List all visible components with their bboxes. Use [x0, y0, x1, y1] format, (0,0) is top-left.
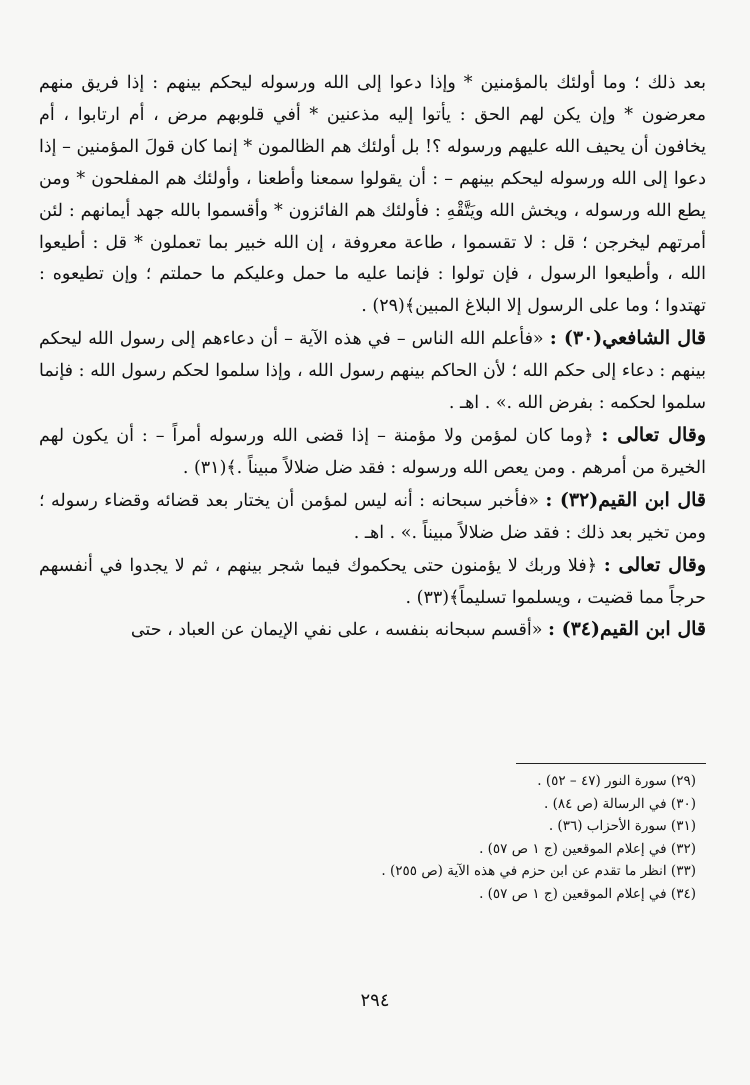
page-number: ٢٩٤: [360, 990, 390, 1011]
quote-heading: وقال تعالى :: [603, 553, 706, 576]
quote-body: «فأعلم الله الناس – في هذه الآية – أن دعاءهم إلى رسول الله ليحكم بينهم : دعاء إلى حكم الله ؛ لأن الحاكم بينهم رسول الله ، وإذا سلموا لحكم رسول الله : فإنما سلموا لحكمه : بفرض الله .» . اهـ .: [39, 329, 706, 414]
quote-heading: وقال تعالى :: [601, 423, 706, 446]
paragraph-quran-quote-3: [39, 550, 706, 615]
quote-body: «أقسم سبحانه بنفسه ، على نفي الإيمان عن العباد ، حتى: [130, 620, 548, 641]
quote-body: ﴿وما كان لمؤمن ولا مؤمنة – إذا قضى الله ورسوله أمراً – : أن يكون لهم الخيرة من أمرهم . ومن يعص الله ورسوله : فقد ضل ضلالاً مبيناً .﴾(٣١) .: [39, 425, 706, 478]
footnote: (٣١) سورة الأحزاب (٣٦) .: [548, 818, 696, 834]
quote-heading: قال ابن القيم(٣٢) :: [545, 488, 706, 511]
footnote: (٣٢) في إعلام الموقعين (ج ١ ص ٥٧) .: [479, 840, 696, 857]
footnote: (٢٩) سورة النور (٤٧ – ٥٢) .: [537, 773, 696, 789]
footnote-separator: [516, 763, 706, 764]
quote-body: ﴿فلا وربك لا يؤمنون حتى يحكموك فيما شجر بينهم ، ثم لا يجدوا في أنفسهم حرجاً مما قضيت ، ويسلموا تسليماً﴾(٣٣) .: [39, 555, 706, 608]
paragraph-quran-quote-2: [39, 420, 706, 485]
quote-body: «فأخبر سبحانه : أنه ليس لمؤمن أن يختار بعد قضائه وقضاء رسوله ؛ ومن تخير بعد ذلك : فقد ضل ضلالاً مبيناً .» . اهـ .: [39, 490, 706, 543]
paragraph-ibn-qayyim-1: [39, 485, 706, 550]
paragraph-shafii: [39, 323, 706, 420]
footnote: (٣٣) انظر ما تقدم عن ابن حزم في هذه الآية (ص ٢٥٥) .: [381, 863, 696, 879]
main-text: [39, 68, 706, 647]
footnote: (٣٠) في الرسالة (ص ٨٤) .: [544, 795, 696, 812]
footnotes: [76, 770, 696, 905]
paragraph-quran-quote-1: بعد ذلك ؛ وما أولئك بالمؤمنين * وإذا دعوا إلى الله ورسوله ليحكم بينهم : إذا فريق منهم معرضون * وإن يكن لهم الحق : يأتوا إليه مذعنين * أفي قلوبهم مرض ، أم ارتابوا ، أم يخافون أن يحيف الله عليهم ورسوله ؟! بل أولئك هم الظالمون * إنما كان قولَ المؤمنين – إذا دعوا إلى الله ورسوله ليحكم بينهم – : أن يقولوا سمعنا وأطعنا ، وأولئك هم المفلحون * ومن يطع الله ورسوله ، ويخش الله ويَتَّقْهِ : فأولئك هم الفائزون * وأقسموا بالله جهد أيمانهم : لئن أمرتهم ليخرجن ؛ قل : لا تقسموا ، طاعة معروفة ، إن الله خبير بما تعملون * قل : أطيعوا الله ، وأطيعوا الرسول ، فإن تولوا : فإنما عليه ما حمل وعليكم ما حملتم ؛ وإن تطيعوه : تهتدوا ؛ وما على الرسول إلا البلاغ المبين﴾(٢٩) .: [39, 73, 706, 317]
quote-heading: قال ابن القيم(٣٤) :: [547, 618, 706, 641]
quote-heading: قال الشافعي(٣٠) :: [549, 327, 706, 350]
footnote: (٣٤) في إعلام الموقعين (ج ١ ص ٥٧) .: [479, 885, 696, 902]
paragraph-ibn-qayyim-2: [39, 614, 706, 647]
